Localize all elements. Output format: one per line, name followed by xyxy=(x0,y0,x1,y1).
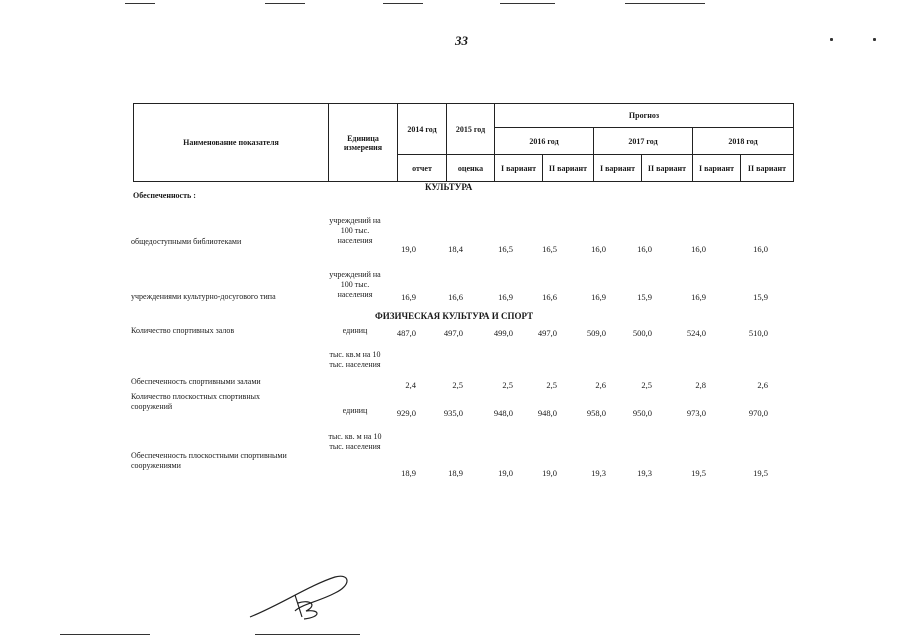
scan-speck xyxy=(873,38,876,41)
value-cell: 948,0 xyxy=(537,408,557,418)
section-culture: КУЛЬТУРА xyxy=(425,182,473,192)
row-unit: единиц xyxy=(342,326,368,335)
value-cell: 16,5 xyxy=(498,244,513,254)
value-cell: 16,6 xyxy=(542,292,557,302)
value-cell: 509,0 xyxy=(586,328,606,338)
value-cell: 958,0 xyxy=(586,408,606,418)
section-sport: ФИЗИЧЕСКАЯ КУЛЬТУРА И СПОРТ xyxy=(375,311,534,321)
scan-speck xyxy=(830,38,833,41)
value-cell: 19,3 xyxy=(591,468,606,478)
value-cell: 2,4 xyxy=(405,380,416,390)
value-cell: 929,0 xyxy=(396,408,416,418)
value-cell: 16,0 xyxy=(753,244,768,254)
year-2017-header: 2017 год xyxy=(594,128,693,155)
signature-mark xyxy=(240,565,360,625)
value-cell: 18,9 xyxy=(401,468,416,478)
col-name-header: Наименование показателя xyxy=(134,104,329,182)
scan-line xyxy=(625,3,705,4)
sub-2015-header: оценка xyxy=(447,155,495,182)
value-cell: 16,5 xyxy=(542,244,557,254)
row-name: учреждениями культурно-досугового типа xyxy=(131,292,276,301)
value-cell: 16,9 xyxy=(498,292,513,302)
value-cell: 973,0 xyxy=(686,408,706,418)
row-name: Количество плоскостных спортивных сооружений xyxy=(131,392,260,411)
value-cell: 19,3 xyxy=(637,468,652,478)
scan-line xyxy=(265,3,305,4)
row-unit: учреждений на 100 тыс. населения xyxy=(329,216,381,245)
value-cell: 948,0 xyxy=(493,408,513,418)
value-cell: 16,0 xyxy=(691,244,706,254)
scan-line xyxy=(125,3,155,4)
col-2015-header: 2015 год xyxy=(447,104,495,155)
value-cell: 497,0 xyxy=(537,328,557,338)
value-cell: 2,6 xyxy=(757,380,768,390)
var2-2017-header: II вариант xyxy=(642,155,693,182)
value-cell: 16,9 xyxy=(401,292,416,302)
value-cell: 524,0 xyxy=(686,328,706,338)
value-cell: 19,5 xyxy=(691,468,706,478)
value-cell: 2,6 xyxy=(595,380,606,390)
row-unit: тыс. кв.м на 10 тыс. населения xyxy=(329,350,381,369)
page-number: 33 xyxy=(455,33,468,48)
row-unit: учреждений на 100 тыс. населения xyxy=(329,270,381,299)
year-2018-header: 2018 год xyxy=(693,128,794,155)
row-name: Обеспеченность спортивными залами xyxy=(131,377,261,386)
scan-line xyxy=(383,3,423,4)
value-cell: 15,9 xyxy=(753,292,768,302)
col-2014-header: 2014 год xyxy=(398,104,447,155)
value-cell: 16,9 xyxy=(691,292,706,302)
year-2016-header: 2016 год xyxy=(495,128,594,155)
value-cell: 19,0 xyxy=(401,244,416,254)
value-cell: 19,5 xyxy=(753,468,768,478)
var1-2018-header: I вариант xyxy=(693,155,741,182)
scan-line xyxy=(500,3,555,4)
value-cell: 16,6 xyxy=(448,292,463,302)
value-cell: 18,9 xyxy=(448,468,463,478)
value-cell: 510,0 xyxy=(748,328,768,338)
value-cell: 2,5 xyxy=(502,380,513,390)
var1-2016-header: I вариант xyxy=(495,155,543,182)
value-cell: 15,9 xyxy=(637,292,652,302)
row-unit: тыс. кв. м на 10 тыс. населения xyxy=(328,432,382,451)
provision-label: Обеспеченность : xyxy=(133,191,196,200)
row-name: Количество спортивных залов xyxy=(131,326,235,335)
value-cell: 16,9 xyxy=(591,292,606,302)
value-cell: 2,5 xyxy=(641,380,652,390)
var2-2016-header: II вариант xyxy=(543,155,594,182)
value-cell: 2,5 xyxy=(452,380,463,390)
value-cell: 2,8 xyxy=(695,380,706,390)
row-name: Обеспеченность плоскостными спортивными сооружениями xyxy=(131,451,287,470)
value-cell: 16,0 xyxy=(591,244,606,254)
header-table xyxy=(133,103,794,182)
var1-2017-header: I вариант xyxy=(594,155,642,182)
value-cell: 499,0 xyxy=(493,328,513,338)
value-cell: 16,0 xyxy=(637,244,652,254)
row-unit: единиц xyxy=(342,406,368,415)
col-unit-label: Единица измерения xyxy=(343,133,383,152)
value-cell: 18,4 xyxy=(448,244,463,254)
sub-2014-header: отчет xyxy=(398,155,447,182)
forecast-header: Прогноз xyxy=(495,104,794,128)
value-cell: 19,0 xyxy=(542,468,557,478)
var2-2018-header: II вариант xyxy=(741,155,794,182)
value-cell: 19,0 xyxy=(498,468,513,478)
value-cell: 935,0 xyxy=(443,408,463,418)
scan-line xyxy=(255,634,360,635)
value-cell: 970,0 xyxy=(748,408,768,418)
value-cell: 500,0 xyxy=(632,328,652,338)
value-cell: 487,0 xyxy=(396,328,416,338)
scan-line xyxy=(60,634,150,635)
col-unit-header xyxy=(329,104,398,182)
value-cell: 497,0 xyxy=(443,328,463,338)
row-name: общедоступными библиотеками xyxy=(131,237,242,246)
value-cell: 2,5 xyxy=(546,380,557,390)
value-cell: 950,0 xyxy=(632,408,652,418)
